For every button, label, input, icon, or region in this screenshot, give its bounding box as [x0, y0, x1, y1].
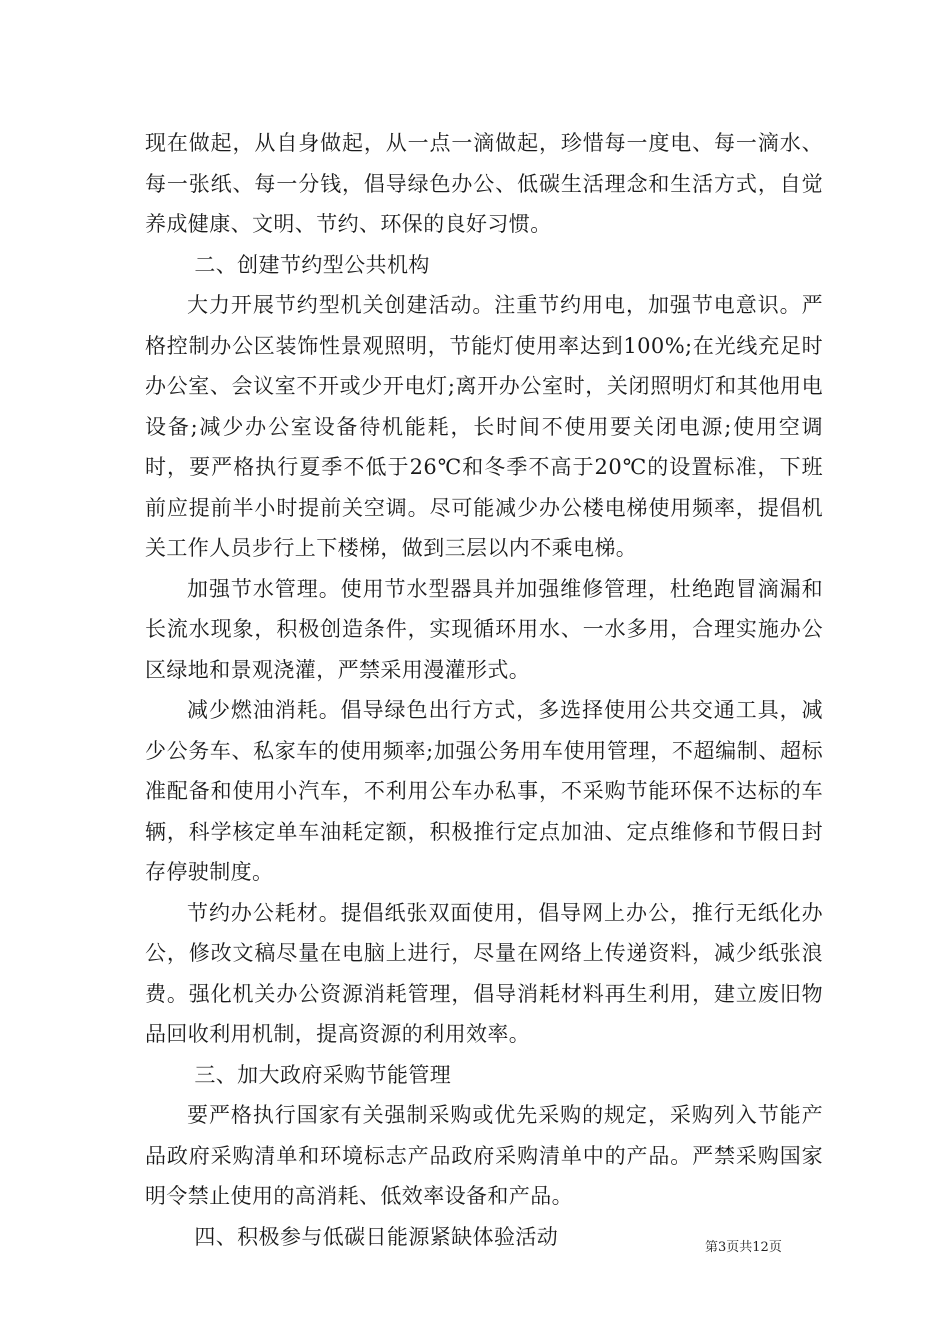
page-number: 第3页共12页 [705, 1240, 782, 1255]
document-body [145, 123, 823, 1257]
section-heading-2: 二、创建节约型公共机构 [194, 252, 430, 277]
paragraph-water: 加强节水管理。使用节水型器具并加强维修管理，杜绝跑冒滴漏和长流水现象，积极创造条件，实现循环用水、一水多用，合理实施办公区绿地和景观浇灌，严禁采用漫灌形式。 [145, 576, 823, 682]
section-heading-4: 四、积极参与低碳日能源紧缺体验活动 [194, 1224, 559, 1249]
paragraph-fuel: 减少燃油消耗。倡导绿色出行方式，多选择使用公共交通工具，减少公务车、私家车的使用频率;加强公务用车使用管理，不超编制、超标准配备和使用小汽车，不利用公车办私事，不采购节能环保不达标的车辆，科学核定单车油耗定额，积极推行定点加油、定点维修和节假日封存停驶制度。 [145, 698, 823, 884]
paragraph-electricity: 大力开展节约型机关创建活动。注重节约用电，加强节电意识。严格控制办公区装饰性景观照明，节能灯使用率达到100%;在光线充足时办公室、会议室不开或少开电灯;离开办公室时，关闭照明灯和其他用电设备;减少办公室设备待机能耗，长时间不使用要关闭电源;使用空调时，要严格执行夏季不低于26℃和冬季不高于20℃的设置标准，下班前应提前半小时提前关空调。尽可能减少办公楼电梯使用频率，提倡机关工作人员步行上下楼梯，做到三层以内不乘电梯。 [145, 293, 823, 560]
paragraph-procurement: 要严格执行国家有关强制采购或优先采购的规定，采购列入节能产品政府采购清单和环境标志产品政府采购清单中的产品。严禁采购国家明令禁止使用的高消耗、低效率设备和产品。 [145, 1103, 823, 1208]
paragraph-office-supplies: 节约办公耗材。提倡纸张双面使用，倡导网上办公，推行无纸化办公，修改文稿尽量在电脑上进行，尽量在网络上传递资料，减少纸张浪费。强化机关办公资源消耗管理，倡导消耗材料再生利用，建立废旧物品回收利用机制，提高资源的利用效率。 [145, 900, 823, 1046]
section-heading-3: 三、加大政府采购节能管理 [194, 1062, 452, 1087]
paragraph-continuation: 现在做起，从自身做起，从一点一滴做起，珍惜每一度电、每一滴水、每一张纸、每一分钱，倡导绿色办公、低碳生活理念和生活方式，自觉养成健康、文明、节约、环保的良好习惯。 [145, 131, 823, 236]
